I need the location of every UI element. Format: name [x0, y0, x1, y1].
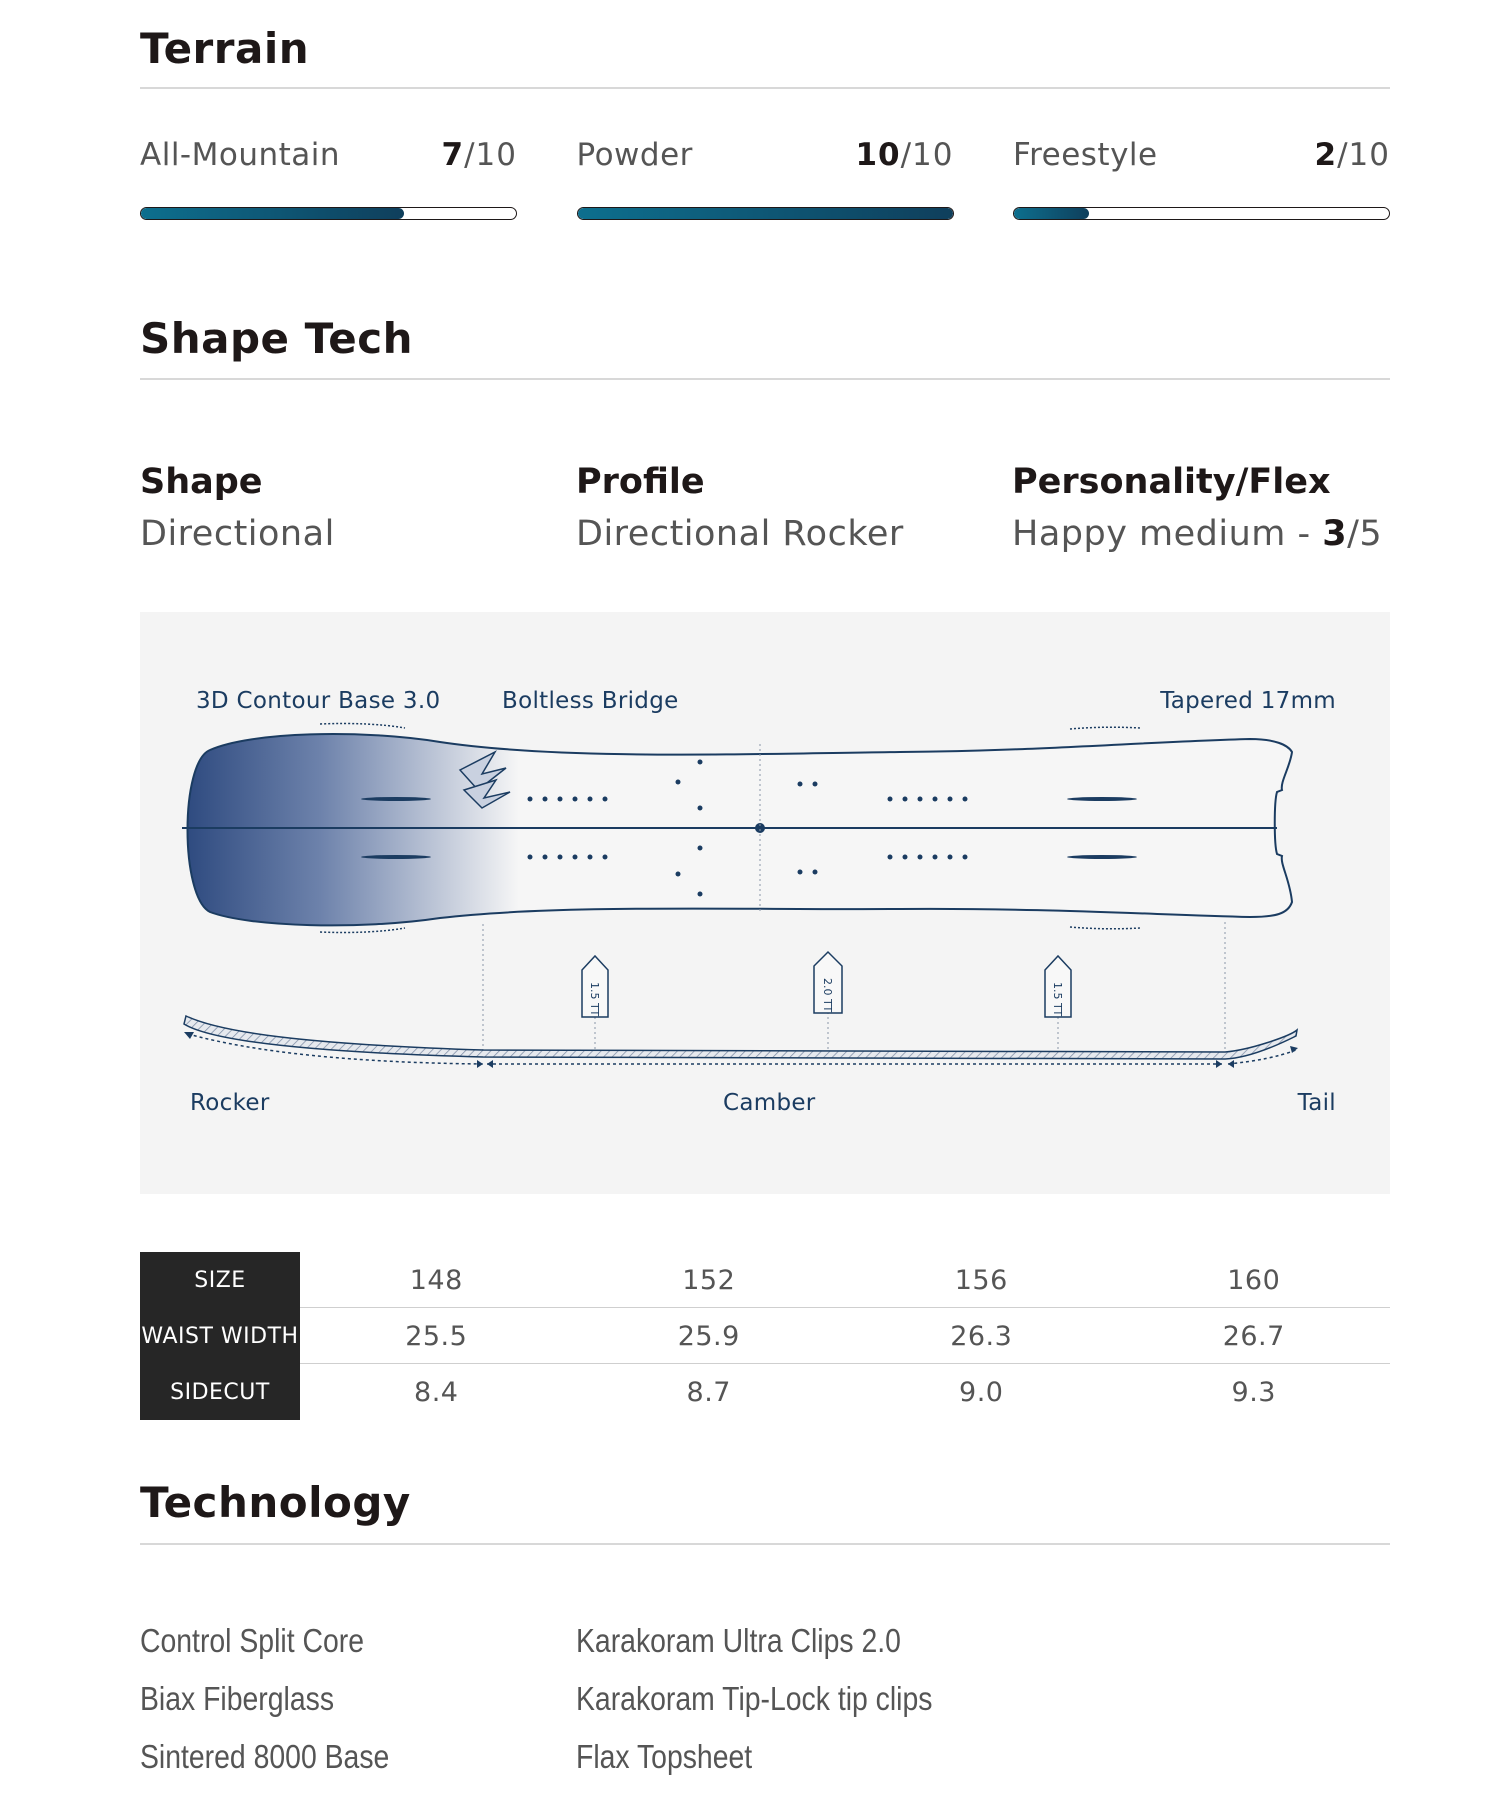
technology-item: Flax Topsheet: [576, 1738, 753, 1775]
terrain-meter-freestyle: [1013, 137, 1390, 220]
terrain-meter-all-mountain: [140, 137, 517, 220]
meter-bar: [1013, 207, 1390, 220]
meter-score-max: /10: [1337, 137, 1390, 173]
terrain-meter-powder: [577, 137, 954, 220]
meter-score-max: /10: [464, 137, 517, 173]
meter-score-max: /10: [900, 137, 954, 173]
terrain-divider: [140, 87, 1390, 89]
table-cell: 9.3: [1231, 1376, 1276, 1408]
technology-item: Karakoram Ultra Clips 2.0: [576, 1622, 901, 1659]
flex-score-max: /5: [1347, 514, 1383, 554]
table-cell: 26.3: [950, 1320, 1013, 1352]
shape-tech-divider: [140, 378, 1390, 380]
meter-bar: [577, 207, 954, 220]
meter-label: Powder: [576, 137, 693, 173]
tapered-label: Tapered 17mm: [1160, 688, 1336, 714]
spec-label: Profile: [576, 462, 705, 502]
tt-tag-label: 1.5 TT: [1051, 982, 1064, 1017]
technology-item: Control Split Core: [140, 1622, 364, 1659]
contour-base-label: 3D Contour Base 3.0: [196, 688, 441, 714]
flex-score: 3: [1322, 514, 1348, 554]
meter-label: Freestyle: [1013, 137, 1158, 173]
meter-bar: [140, 207, 517, 220]
meter-score: [1315, 137, 1390, 173]
meter-bar-fill: [578, 208, 953, 219]
tail-edge-accent: [1070, 927, 1140, 929]
spec-value: Directional Rocker: [576, 514, 904, 554]
camber-label: Camber: [723, 1090, 816, 1116]
spec-personality-flex: [1012, 462, 1390, 554]
tail-label: Tail: [1297, 1090, 1336, 1116]
table-cell: 8.7: [686, 1376, 731, 1408]
nose-edge-accent: [320, 724, 405, 729]
table-row: [140, 1364, 1390, 1420]
terrain-section-title: Terrain: [140, 24, 310, 73]
table-cell: 152: [682, 1264, 736, 1296]
meter-bar-fill: [1014, 208, 1089, 219]
technology-divider: [140, 1543, 1390, 1545]
meter-bar-fill: [141, 208, 404, 219]
table-cell: 160: [1227, 1264, 1281, 1296]
boltless-bridge-label: Boltless Bridge: [502, 688, 679, 714]
row-header: SIDECUT: [140, 1364, 300, 1420]
table-cell: 156: [954, 1264, 1008, 1296]
technology-column: [140, 1622, 576, 1796]
technology-item: Biax Fiberglass: [140, 1680, 335, 1717]
technology-item: Sintered 8000 Base: [140, 1738, 390, 1775]
table-row: [140, 1308, 1390, 1364]
shape-specs: [140, 462, 1390, 554]
technology-item: Karakoram Tip-Lock tip clips: [576, 1680, 933, 1717]
spec-shape: [140, 462, 576, 554]
tail-edge-accent: [1070, 727, 1140, 729]
meter-score-value: 7: [441, 137, 465, 173]
tt-tag-label: 2.0 TT: [821, 978, 834, 1013]
board-outline: [188, 734, 1293, 925]
spec-label: Shape: [140, 462, 263, 502]
shape-tech-section-title: Shape Tech: [140, 314, 414, 363]
spec-label: Personality/Flex: [1012, 462, 1331, 502]
spec-value: [1012, 514, 1390, 554]
table-cell: 26.7: [1222, 1320, 1285, 1352]
tt-tag-label: 1.5 TT: [588, 982, 601, 1017]
table-cell: 148: [409, 1264, 463, 1296]
table-cell: 25.5: [405, 1320, 468, 1352]
table-row: [140, 1252, 1390, 1308]
row-header: SIZE: [140, 1252, 300, 1308]
terrain-meters: [140, 137, 1390, 220]
table-cell: 25.9: [677, 1320, 740, 1352]
row-header: WAIST WIDTH: [140, 1308, 300, 1364]
nose-edge-accent: [320, 928, 405, 933]
flex-description: Happy medium -: [1012, 514, 1323, 554]
meter-label: All-Mountain: [140, 137, 341, 173]
technology-list: [140, 1622, 1390, 1796]
meter-score-value: 10: [855, 137, 901, 173]
board-shape-diagram: [140, 612, 1390, 1194]
technology-section-title: Technology: [140, 1478, 411, 1527]
spec-value: Directional: [140, 514, 335, 554]
rocker-label: Rocker: [190, 1090, 270, 1116]
meter-score: [442, 137, 517, 173]
board-illustration: [140, 612, 1390, 1194]
size-chart-table: [140, 1252, 1390, 1420]
table-cell: 8.4: [414, 1376, 459, 1408]
spec-profile: [576, 462, 1012, 554]
board-side-profile: [184, 1016, 1297, 1059]
meter-score: [855, 137, 953, 173]
table-cell: 9.0: [959, 1376, 1004, 1408]
meter-score-value: 2: [1314, 137, 1338, 173]
technology-column: [576, 1622, 1176, 1796]
